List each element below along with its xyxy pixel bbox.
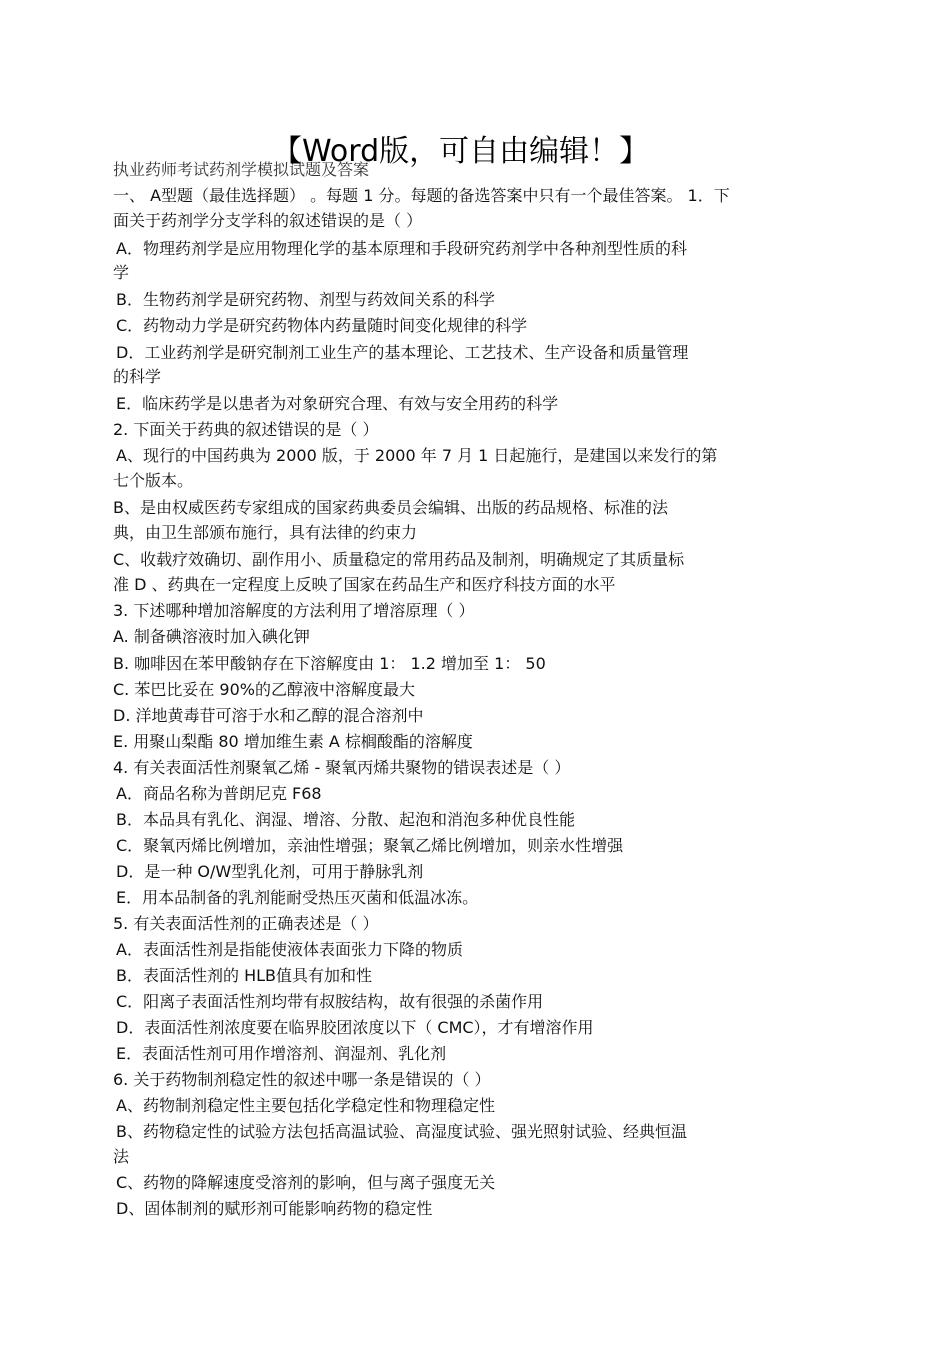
text-line: B．本品具有乳化、润湿、增溶、分散、起泡和消泡多种优良性能 — [116, 810, 575, 829]
text-line: 的科学 — [113, 367, 162, 386]
text-line: C．药物动力学是研究药物体内药量随时间变化规律的科学 — [116, 316, 528, 335]
text-line: E．用本品制备的乳剂能耐受热压灭菌和低温冰冻。 — [116, 888, 479, 907]
text-line: A、药物制剂稳定性主要包括化学稳定性和物理稳定性 — [116, 1096, 495, 1115]
text-line: 七个版本。 — [113, 471, 194, 490]
text-line: C、药物的降解速度受溶剂的影响，但与离子强度无关 — [116, 1173, 496, 1192]
text-line: 一、 A型题（最佳选择题） 。每题 1 分。每题的备选答案中只有一个最佳答案。 1．下 — [113, 186, 730, 205]
text-line: E．临床药学是以患者为对象研究合理、有效与安全用药的科学 — [116, 394, 559, 413]
text-line: 准 D 、药典在一定程度上反映了国家在药品生产和医疗科技方面的水平 — [113, 575, 616, 594]
text-line: A．商品名称为普朗尼克 F68 — [116, 784, 322, 803]
text-line: A、现行的中国药典为 2000 版，于 2000 年 7 月 1 日起施行，是建国以来发行的第 — [116, 446, 718, 465]
text-line: 典，由卫生部颁布施行，具有法律的约束力 — [113, 523, 418, 542]
text-line: D、固体制剂的赋形剂可能影响药物的稳定性 — [116, 1199, 433, 1218]
text-line: D．表面活性剂浓度要在临界胶团浓度以下（ CMC），才有增溶作用 — [116, 1018, 594, 1037]
text-line: C．阳离子表面活性剂均带有叔胺结构，故有很强的杀菌作用 — [116, 992, 544, 1011]
text-line: E. 用聚山梨酯 80 增加维生素 A 棕榈酸酯的溶解度 — [113, 732, 473, 751]
text-line: D. 洋地黄毒苷可溶于水和乙醇的混合溶剂中 — [113, 706, 424, 725]
text-line: C、收载疗效确切、副作用小、质量稳定的常用药品及制剂，明确规定了其质量标 — [113, 550, 685, 569]
text-line: A. 制备碘溶液时加入碘化钾 — [113, 627, 310, 646]
word-edit-banner: 【Word版，可自由编辑！】 — [272, 134, 650, 169]
text-line: 2. 下面关于药典的叙述错误的是（ ） — [113, 420, 379, 439]
text-line: 3. 下述哪种增加溶解度的方法利用了增溶原理（ ） — [113, 601, 475, 620]
text-line: C. 苯巴比妥在 90%的乙醇液中溶解度最大 — [113, 680, 415, 699]
text-line: D．工业药剂学是研究制剂工业生产的基本理论、工艺技术、生产设备和质量管理 — [116, 343, 689, 362]
document-title: 执业药师考试药剂学模拟试题及答案 — [113, 160, 370, 179]
text-line: 4. 有关表面活性剂聚氧乙烯 - 聚氧丙烯共聚物的错误表述是（ ） — [113, 758, 571, 777]
text-line: B．生物药剂学是研究药物、剂型与药效间关系的科学 — [116, 290, 495, 309]
text-line: 5. 有关表面活性剂的正确表述是（ ） — [113, 914, 379, 933]
text-line: B、是由权威医药专家组成的国家药典委员会编辑、出版的药品规格、标准的法 — [113, 498, 668, 517]
text-line: D．是一种 O/W型乳化剂，可用于静脉乳剂 — [116, 862, 424, 881]
text-line: 6. 关于药物制剂稳定性的叙述中哪一条是错误的（ ） — [113, 1070, 491, 1089]
text-line: 学 — [113, 263, 130, 282]
text-line: E．表面活性剂可用作增溶剂、润湿剂、乳化剂 — [116, 1044, 447, 1063]
text-line: B. 咖啡因在苯甲酸钠存在下溶解度由 1： 1.2 增加至 1： 50 — [113, 654, 546, 673]
text-line: A．表面活性剂是指能使液体表面张力下降的物质 — [116, 940, 463, 959]
text-line: 法 — [113, 1147, 130, 1166]
text-line: B、药物稳定性的试验方法包括高温试验、高湿度试验、强光照射试验、经典恒温 — [116, 1122, 687, 1141]
text-line: B．表面活性剂的 HLB值具有加和性 — [116, 966, 372, 985]
text-line: C．聚氧丙烯比例增加，亲油性增强；聚氧乙烯比例增加，则亲水性增强 — [116, 836, 624, 855]
text-line: A．物理药剂学是应用物理化学的基本原理和手段研究药剂学中各种剂型性质的科 — [116, 239, 687, 258]
text-line: 面关于药剂学分支学科的叙述错误的是（ ） — [113, 211, 423, 230]
